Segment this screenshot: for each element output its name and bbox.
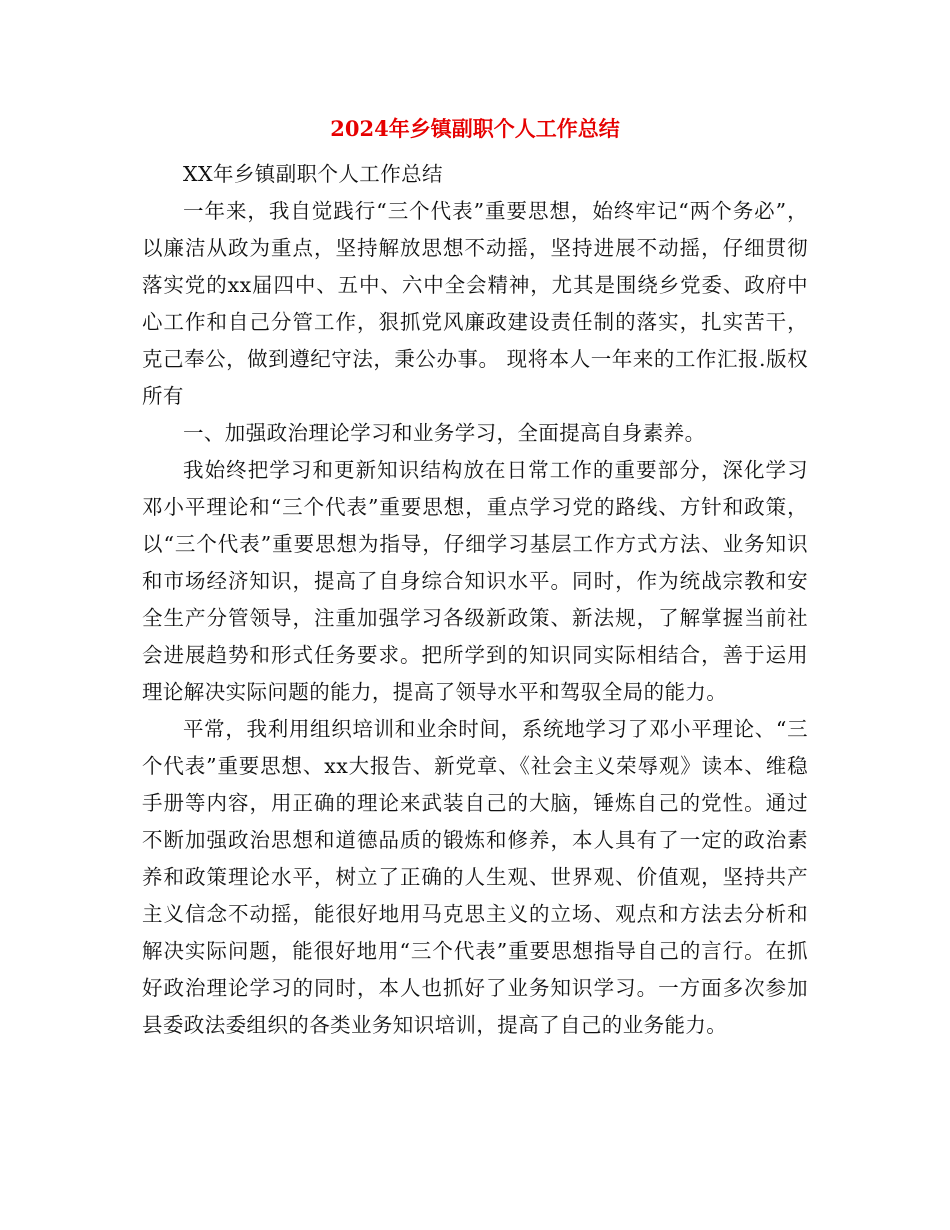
document-body (142, 156, 808, 1044)
section-heading: 一、加强政治理论学习和业务学习，全面提高自身素养。 (183, 421, 706, 445)
paragraph-intro: 一年来，我自觉践行“三个代表”重要思想，始终牢记“两个务必”，以廉洁从政为重点，坚持解放思想不动摇，坚持进展不动摇，仔细贯彻落实党的xx届四中、五中、六中全会精神，尤其是围绕乡党委、政府中心工作和自己分管工作，狠抓党风廉政建设责任制的落实，扎实苦干，克己奉公，做到遵纪守法，秉公办事。 现将本人一年来的工作汇报.版权所有 (142, 199, 808, 408)
paragraph-subtitle: XX年乡镇副职个人工作总结 (183, 162, 443, 186)
paragraph-study: 我始终把学习和更新知识结构放在日常工作的重要部分，深化学习邓小平理论和“三个代表”重要思想，重点学习党的路线、方针和政策，以“三个代表”重要思想为指导，仔细学习基层工作方式方法、业务知识和市场经济知识，提高了自身综合知识水平。同时，作为统战宗教和安全生产分管领导，注重加强学习各级新政策、新法规，了解掌握当前社会进展趋势和形式任务要求。把所学到的知识同实际相结合，善于运用理论解决实际问题的能力，提高了领导水平和驾驭全局的能力。 (142, 458, 808, 704)
document-title: 2024年乡镇副职个人工作总结 (330, 116, 620, 141)
paragraph-training: 平常，我利用组织培训和业余时间，系统地学习了邓小平理论、“三个代表”重要思想、xx大报告、新党章、《社会主义荣辱观》读本、维稳手册等内容，用正确的理论来武装自己的大脑，锤炼自己的党性。通过不断加强政治思想和道德品质的锻炼和修养，本人具有了一定的政治素养和政策理论水平，树立了正确的人生观、世界观、价值观，坚持共产主义信念不动摇，能很好地用马克思主义的立场、观点和方法去分析和解决实际问题，能很好地用“三个代表”重要思想指导自己的言行。在抓好政治理论学习的同时，本人也抓好了业务知识学习。一方面多次参加县委政法委组织的各类业务知识培训，提高了自己的业务能力。 (142, 717, 808, 1037)
